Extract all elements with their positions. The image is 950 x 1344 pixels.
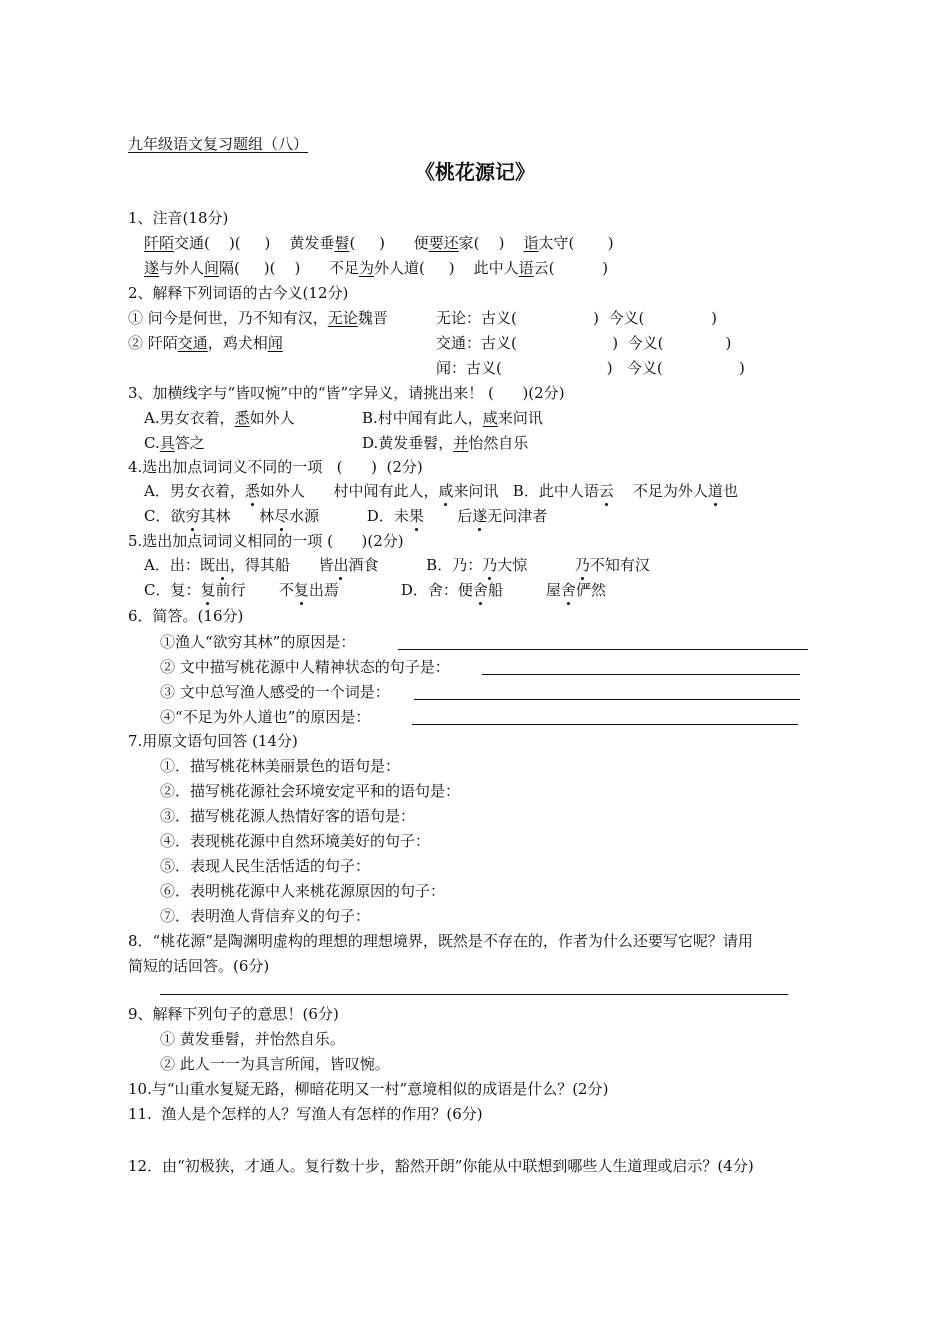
word-wen: 闻 xyxy=(267,334,283,352)
q11: 11. 渔人是个怎样的人？写渔人有怎样的作用？(6分) xyxy=(128,1105,483,1123)
word-qianmo: 阡陌 xyxy=(144,234,175,252)
q3-option-a: A.男女衣着，悉如外人 xyxy=(144,409,295,427)
word-yu: 语 xyxy=(518,259,534,277)
q1-row-1: 阡陌交通( )( ) 黄发垂髫( ) 便要还家( ) 诣太守( ) xyxy=(144,234,614,252)
q5-options-ab: A．出：既出，得其船 皆出酒食 B．乃：乃大惊 乃不知有汉 xyxy=(144,556,650,574)
q7-item-4: ④．表现桃花源中自然环境美好的句子： xyxy=(160,832,431,850)
q6-item-3: ③ 文中总写渔人感受的一个词是： xyxy=(160,683,390,701)
q7-item-2: ②．描写桃花源社会环境安定平和的语句是： xyxy=(160,782,461,800)
q2-wulun-meaning: 无论：古义( ) 今义( ) xyxy=(436,309,717,327)
q3-option-d: D.黄发垂髫，并怡然自乐 xyxy=(362,434,529,452)
q3-option-c: C.具答之 xyxy=(144,434,205,452)
q4-options-cd: C．欲穷其林 林尽水源 D．未果 后遂无问津者 xyxy=(144,507,548,525)
q1-title: 1、注音(18分) xyxy=(128,209,229,227)
q6-item-2: ② 文中描写桃花源中人精神状态的句子是： xyxy=(160,658,450,676)
q9-item-1: ① 黄发垂髫，并怡然自乐。 xyxy=(160,1030,345,1048)
word-sui: 遂 xyxy=(144,259,160,277)
answer-line[interactable] xyxy=(482,674,800,675)
q4-title: 4.选出加点词词义不同的一项 ( ) (2分) xyxy=(128,458,423,476)
q2-jiaotong-meaning: 交通：古义( ) 今义( ) xyxy=(436,334,732,352)
q8-line-1: 8．“桃花源”是陶渊明虚构的理想的理想境界，既然是不存在的，作者为什么还要写它呢？请用 xyxy=(128,932,753,950)
q6-item-4: ④“不足为外人道也”的原因是： xyxy=(160,708,371,726)
answer-line[interactable] xyxy=(414,699,800,700)
q7-item-7: ⑦．表明渔人背信弃义的句子： xyxy=(160,907,371,925)
answer-line[interactable] xyxy=(398,649,808,650)
q4-options-ab: A．男女衣着，悉如外人 村中闻有此人，咸来问讯 B．此中人语云 不足为外人道也 xyxy=(144,482,738,500)
page-title: 《桃花源记》 xyxy=(415,160,535,184)
q6-item-1: ①渔人“欲穷其林”的原因是： xyxy=(160,633,356,651)
document-header: 九年级语文复习题组（八） xyxy=(128,135,309,153)
answer-line[interactable] xyxy=(160,994,788,995)
word-yao: 要 xyxy=(428,234,444,252)
word-wei: 为 xyxy=(359,259,375,277)
q2-title: 2、解释下列词语的古今义(12分) xyxy=(128,284,349,302)
q2-sentence-1: ① 问今是何世，乃不知有汉，无论魏晋 xyxy=(128,309,388,327)
q7-item-5: ⑤．表现人民生活恬适的句子： xyxy=(160,857,371,875)
q8-line-2: 简短的话回答。(6分) xyxy=(128,957,270,975)
q10: 10.与“山重水复疑无路，柳暗花明又一村”意境相似的成语是什么？(2分) xyxy=(128,1080,609,1098)
q5-options-cd: C．复：复前行 不复出焉 D．舍：便舍船 屋舍俨然 xyxy=(144,581,606,599)
word-wulun: 无论 xyxy=(327,309,358,327)
answer-line[interactable] xyxy=(412,724,798,725)
q7-item-1: ①．描写桃花林美丽景色的语句是： xyxy=(160,757,401,775)
q6-title: 6．简答。(16分) xyxy=(128,607,244,625)
q12: 12．由“初极狭，才通人。复行数十步，豁然开朗”你能从中联想到哪些人生道理或启示？(4分) xyxy=(128,1157,754,1175)
word-jiaotong: 交通 xyxy=(177,334,208,352)
q3-title: 3、加横线字与“皆叹惋”中的“皆”字异义，请挑出来！ ( )(2分) xyxy=(128,384,565,402)
q2-wen-meaning: 闻：古义( ) 今义( ) xyxy=(436,359,745,377)
q7-item-3: ③．描写桃花源人热情好客的语句是： xyxy=(160,807,416,825)
word-yi: 诣 xyxy=(523,234,539,252)
q7-item-6: ⑥．表明桃花源中人来桃花源原因的句子： xyxy=(160,882,446,900)
word-jian: 间 xyxy=(204,259,220,277)
q9-title: 9、解释下列句子的意思！(6分) xyxy=(128,1005,339,1023)
word-tiao: 髫 xyxy=(334,234,350,252)
q3-option-b: B.村中闻有此人，咸来问讯 xyxy=(362,409,543,427)
q9-item-2: ② 此人一一为具言所闻，皆叹惋。 xyxy=(160,1055,390,1073)
q7-title: 7.用原文语句回答 (14分) xyxy=(128,732,298,750)
word-huan: 还 xyxy=(443,234,459,252)
q2-sentence-2: ② 阡陌交通，鸡犬相闻 xyxy=(128,334,283,352)
q1-row-2: 遂与外人间隔( )( ) 不足为外人道( ) 此中人语云( ) xyxy=(144,259,609,277)
q5-title: 5.选出加点词词义相同的一项 ( )(2分) xyxy=(128,532,404,550)
